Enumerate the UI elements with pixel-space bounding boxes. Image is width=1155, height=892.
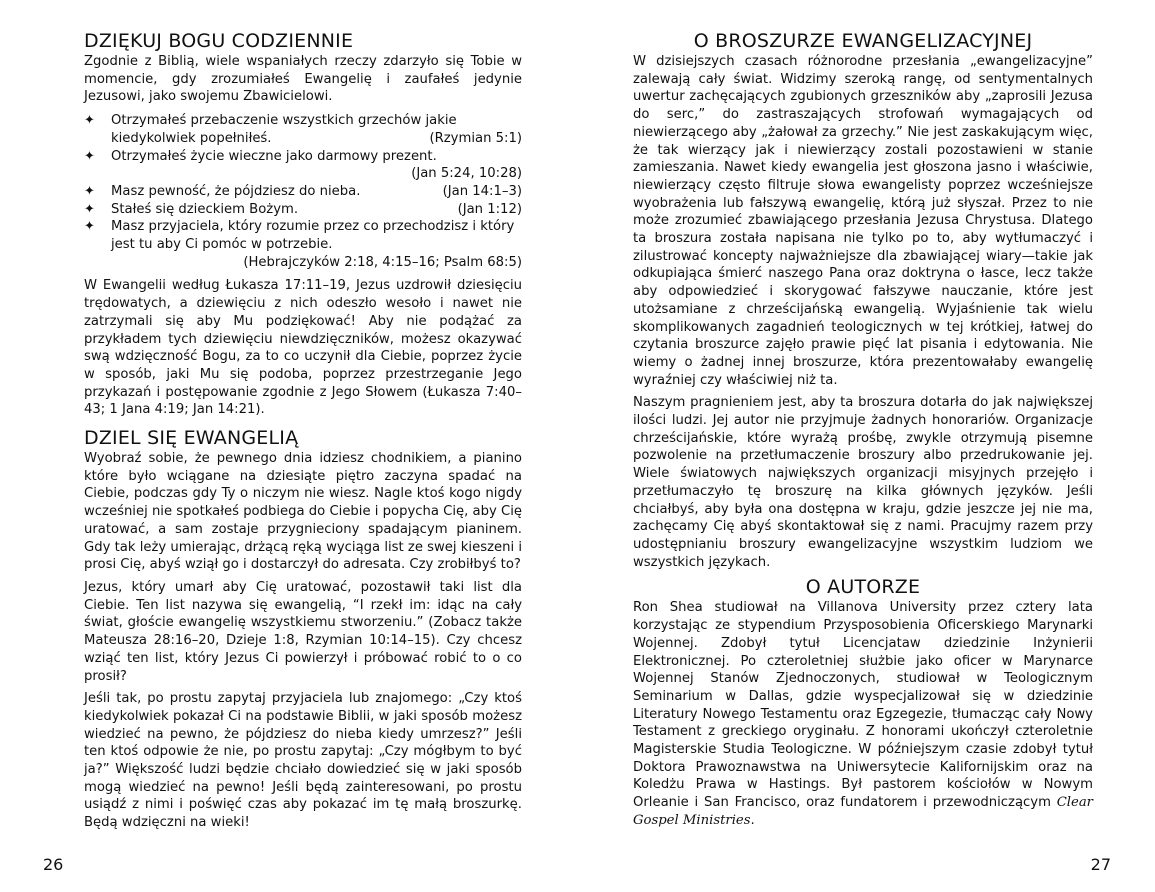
- scripture-ref: (Jan 14:1–3): [442, 183, 522, 199]
- list-item-text: Masz przyjaciela, który rozumie przez co przechodzisz i który jest tu aby Ci pomóc w potrzebie.: [111, 219, 515, 253]
- list-item-text: Stałeś się dzieckiem Bożym.: [111, 201, 299, 217]
- left-column: [84, 30, 522, 837]
- author-text: Ron Shea studiował na Villanova University przez cztery lata korzystając ze stypendium Przysposobienia Oficerskiego Marynarki Wojennej. Zdobył tytuł Licencjataw dziedzinie Inżynierii Elektronicznej. Po czteroletniej służbie jako oficer w Marynarce Wojennej Stanów Zjednoczonych, studiował w Teologicznym Seminarium w Dallas, gdzie wyspecjalizował się w dziedzinie Literatury Nowego Testamentu oraz Egzegezie, tłumacząc cały Nowy Testament z greckiego oryginału. Z honorami ukończył czteroletnie Magisterskie Studia Teologiczne. W późniejszym czasie zdobył tytuł Doktora Prawoznawstwa na Uniwersytecie Kalifornijskim oraz na Koledżu Prawa w Hastings. Był pastorem kościołów w Nowym Orleanie i San Francisco, oraz fundatorem i przewodniczącym: [633, 600, 1093, 811]
- heading-about-booklet: O BROSZURZE EWANGELIZACYJNEJ: [693, 30, 1033, 52]
- heading-share-gospel: DZIEL SIĘ EWANGELIĄ: [84, 427, 299, 450]
- scripture-ref: (Hebrajczyków 2:18, 4:15–16; Psalm 68:5): [243, 254, 522, 270]
- right-column: [633, 30, 1093, 835]
- list-item: [84, 183, 522, 201]
- letter-paragraph: Jezus, który umarł aby Cię uratować, pozostawił taki list dla Ciebie. Ten list nazywa się ewangelią, “I rzekł im: idąc na cały świat, głoście ewangelię wszystkiemu stworzeniu.” (Zobacz także Mateusza 28:16–20, Dzieje 1:8, Rzymian 10:14–15). Czy chcesz wziąć ten list, który Jezus Ci powierzył i próbować robić to o co prosił?: [84, 579, 522, 684]
- author-paragraph: [633, 599, 1093, 829]
- list-item: [84, 201, 522, 219]
- intro-paragraph: Zgodnie z Biblią, wiele wspaniałych rzeczy zdarzyło się Tobie w momencie, gdy zrozumiałeś Ewangelię i zaufałeś jedynie Jezusowi, jako swojemu Zbawicielowi.: [84, 54, 522, 105]
- booklet-paragraph-2: Naszym pragnieniem jest, aby ta broszura dotarła do jak największej ilości ludzi. Jej autor nie przyjmuje żadnych honorariów. Organizacje chrześcijańskie, które wyrażą prośbę, zwykle otrzymują pisemne pozwolenie na przetłumaczenie broszury albo przedrukowanie jej. Wiele światowych największych organizacji misyjnych przejęło i przetłumaczyło tę broszurę na kilka głównych języków. Jeśli chciałbyś, aby była ona dostępna w kraju, gdzie jeszcze jej nie ma, zachęcamy Cię abyś skontaktował się z nami. Pracujmy razem przy udostępnianiu broszury ewangelizacyjne wszystkim ludziom we wszystkich językach.: [633, 395, 1093, 570]
- right-page: [577, 0, 1155, 892]
- star-bullet-icon: ✦: [84, 219, 95, 235]
- page-number-left: 26: [43, 855, 64, 874]
- lepers-paragraph: W Ewangelii według Łukasza 17:11–19, Jezus uzdrowił dziesięciu trędowatych, a dziewięciu z nich odeszło wesoło i nawet nie zatrzymali się aby Mu podziękować! Aby nie podążać za przykładem tych dziewięciu niewdzięczników, możesz okazywać swą wdzięczność Bogu, za to co uczynił dla Ciebie, poprzez życie w sposób, jaki Mu się podoba, poprzez przestrzeganie Jego przykazań i postępowanie zgodnie z Jego Słowem (Łukasza 7:40–43; 1 Jana 4:19; Jan 14:21).: [84, 278, 522, 418]
- page-number-right: 27: [1090, 855, 1111, 874]
- ask-friend-paragraph: Jeśli tak, po prostu zapytaj przyjaciela lub znajomego: „Czy ktoś kiedykolwiek pokazał Ci na podstawie Biblii, w jaki sposób możesz wiedzieć na pewno, że pójdziesz do nieba kiedy umrzesz?” Jeśli ten ktoś odpowie że nie, po prostu zapytaj: „Czy mógłbym to być ja?” Większość ludzi będzie chciało dowiedzieć się w jaki sposób mogą wiedzieć na pewno! Jeśli będą zainteresowani, po prostu usiądź z nimi i poświęć czas aby pokazać im tę małą broszurkę. Będą wdzięczni na wieki!: [84, 691, 522, 831]
- list-item: [84, 112, 522, 147]
- booklet-paragraph-1: W dzisiejszych czasach różnorodne przesłania „ewangelizacyjne” zalewają cały świat. Widzimy szeroką rangę, od sentymentalnych uwertur zachęcających zgubionych grzeszników aby „zaprosili Jezusa do serc,” do zastraszających strofowań wymagających od niewierzącego aby „żałował za grzechy.” Nie jest zaskakującym więc, że tak wierzący jak i niewierzący zostali pozostawieni w stanie zamieszania. Nawet kiedy ewangelia jest głoszona jasno i właściwie, niewierzący często filtruje słowa ewangelisty poprzez wcześniejsze wyobrażenia lub fałszywą ewangelię, którą już słyszał. Przez to nie może zrozumieć zbawiającego przesłania Jezusa Chrystusa. Dlatego ta broszura została napisana nie tylko po to, aby wytłumaczyć i zilustrować koncepty najważniejsze dla zbawiającej wiary—takie jak odkupiająca śmierć naszego Pana oraz doktryna o łasce, lecz także aby odpowiedzieć i skorygować fałszywe nauczanie, które jest utożsamiane z chrześcijańską ewangelią. Wyjaśnienie tak wielu skomplikowanych zagadnień teologicznych w tej krótkiej, łatwej do czytania broszurce zajęło prawie pięć lat pisania i edytowania. Nie wiemy o żadnej innej broszurze, która prezentowałaby ewangelię wyraźniej czy właściwiej niż ta.: [633, 54, 1093, 388]
- benefits-list: [84, 112, 522, 271]
- heading-thank-god: DZIĘKUJ BOGU CODZIENNIE: [84, 30, 354, 52]
- author-end: .: [750, 812, 755, 828]
- left-page: [0, 0, 577, 892]
- list-item: [84, 148, 522, 183]
- piano-paragraph: Wyobraź sobie, że pewnego dnia idziesz chodnikiem, a pianino które było wciągane na dziesiąte piętro zaczyna spadać na Ciebie, podczas gdy Ty o niczym nie wiesz. Nagle ktoś kogo nigdy wcześniej nie spotkałeś podbiega do Ciebie i popycha Cię, aby Cię uratować, a sam zostaje przygnieciony spadającym pianinem. Gdy tak leży umierając, drżącą ręką wyciąga list ze swej kieszeni i prosi Cię, abyś wziął go i dostarczył do adresata. Czy zrobiłbyś to?: [84, 451, 522, 573]
- scripture-ref: (Jan 5:24, 10:28): [411, 166, 522, 182]
- scripture-ref: (Jan 1:12): [457, 201, 522, 217]
- star-bullet-icon: ✦: [84, 183, 95, 199]
- star-bullet-icon: ✦: [84, 113, 95, 129]
- list-item-text: Masz pewność, że pójdziesz do nieba.: [111, 183, 361, 199]
- star-bullet-icon: ✦: [84, 148, 95, 164]
- scripture-ref: (Rzymian 5:1): [429, 130, 522, 146]
- list-item-text: Otrzymałeś życie wieczne jako darmowy prezent.: [111, 148, 437, 164]
- ministry-name: Clear Gospel Ministries: [633, 795, 1093, 828]
- list-item-text: Otrzymałeś przebaczenie wszystkich grzechów jakie kiedykolwiek popełniłeś.: [111, 113, 457, 146]
- list-item: [84, 218, 522, 271]
- heading-about-author: O AUTORZE: [805, 576, 921, 599]
- star-bullet-icon: ✦: [84, 201, 95, 217]
